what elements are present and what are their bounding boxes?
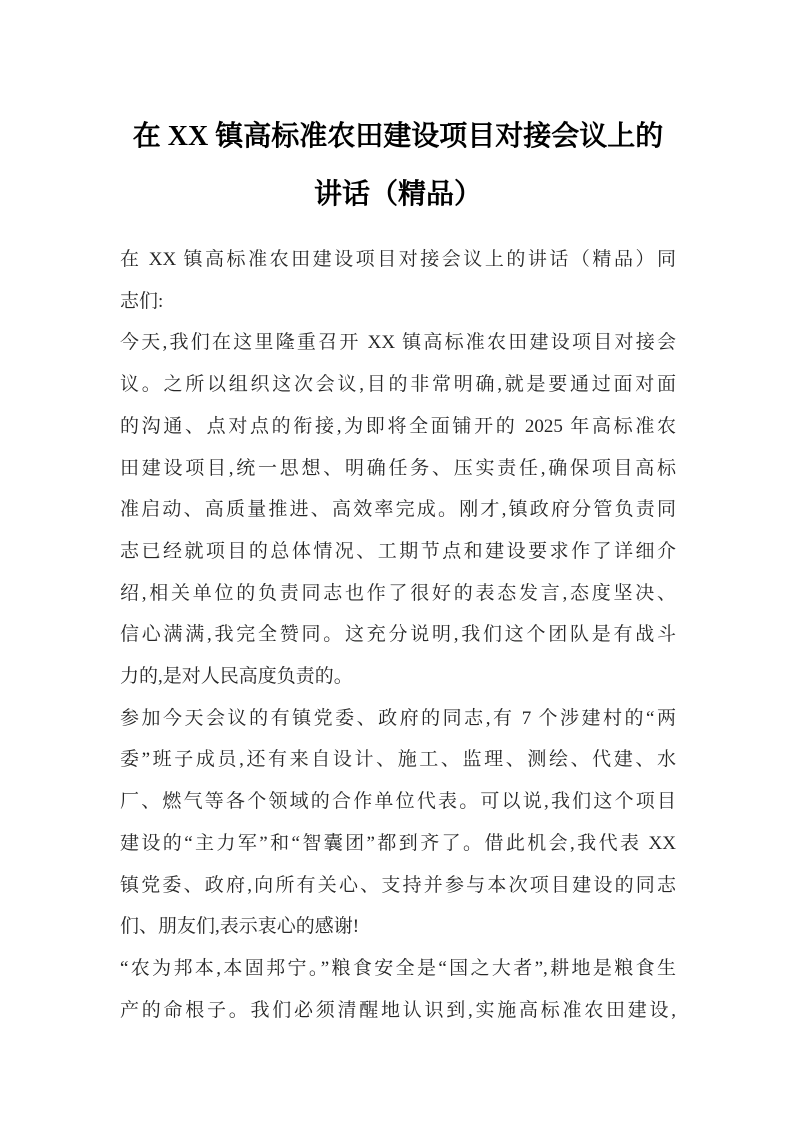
text-line: 准启动、高质量推进、高效率完成。刚才,镇政府分管负责同 — [120, 499, 676, 521]
paragraph-opening — [120, 322, 676, 697]
text-line: 的沟通、点对点的衔接,为即将全面铺开的 2025 年高标准农 — [120, 415, 676, 437]
text-line: 志们: — [120, 290, 164, 312]
text-line: 厂、燃气等各个领域的合作单位代表。可以说,我们这个项目 — [120, 791, 676, 813]
text-line: 建设的“主力军”和“智囊团”都到齐了。借此机会,我代表 XX — [120, 832, 676, 854]
text-line: 委”班子成员,还有来自设计、施工、监理、测绘、代建、水 — [120, 749, 676, 771]
text-line: 志已经就项目的总体情况、工期节点和建设要求作了详细介 — [120, 540, 676, 562]
document-body — [120, 239, 676, 1031]
text-line: 参加今天会议的有镇党委、政府的同志,有 7 个涉建村的“两 — [120, 707, 676, 729]
paragraph-attendees — [120, 698, 676, 948]
paragraph-food-security — [120, 948, 676, 1031]
text-line: 力的,是对人民高度负责的。 — [120, 666, 353, 688]
title-line-2: 讲话（精品） — [313, 179, 482, 210]
text-line: 田建设项目,统一思想、明确任务、压实责任,确保项目高标 — [120, 457, 676, 479]
text-line: 绍,相关单位的负责同志也作了很好的表态发言,态度坚决、 — [120, 582, 676, 604]
text-line: 议。之所以组织这次会议,目的非常明确,就是要通过面对面 — [120, 374, 676, 396]
text-line: “农为邦本,本固邦宁。”粮食安全是“国之大者”,耕地是粮食生 — [120, 957, 676, 979]
title-line-1: 在 XX 镇高标准农田建设项目对接会议上的 — [132, 121, 664, 152]
text-line: 在 XX 镇高标准农田建设项目对接会议上的讲话（精品）同 — [120, 249, 676, 270]
text-line: 信心满满,我完全赞同。这充分说明,我们这个团队是有战斗 — [120, 624, 676, 646]
text-line: 产的命根子。我们必须清醒地认识到,实施高标准农田建设, — [120, 999, 676, 1021]
paragraph-salutation — [120, 239, 676, 322]
text-line: 今天,我们在这里隆重召开 XX 镇高标准农田建设项目对接会 — [120, 332, 676, 354]
text-line: 们、朋友们,表示衷心的感谢! — [120, 916, 360, 938]
text-line: 镇党委、政府,向所有关心、支持并参与本次项目建设的同志 — [120, 874, 676, 896]
document-title — [120, 108, 676, 224]
